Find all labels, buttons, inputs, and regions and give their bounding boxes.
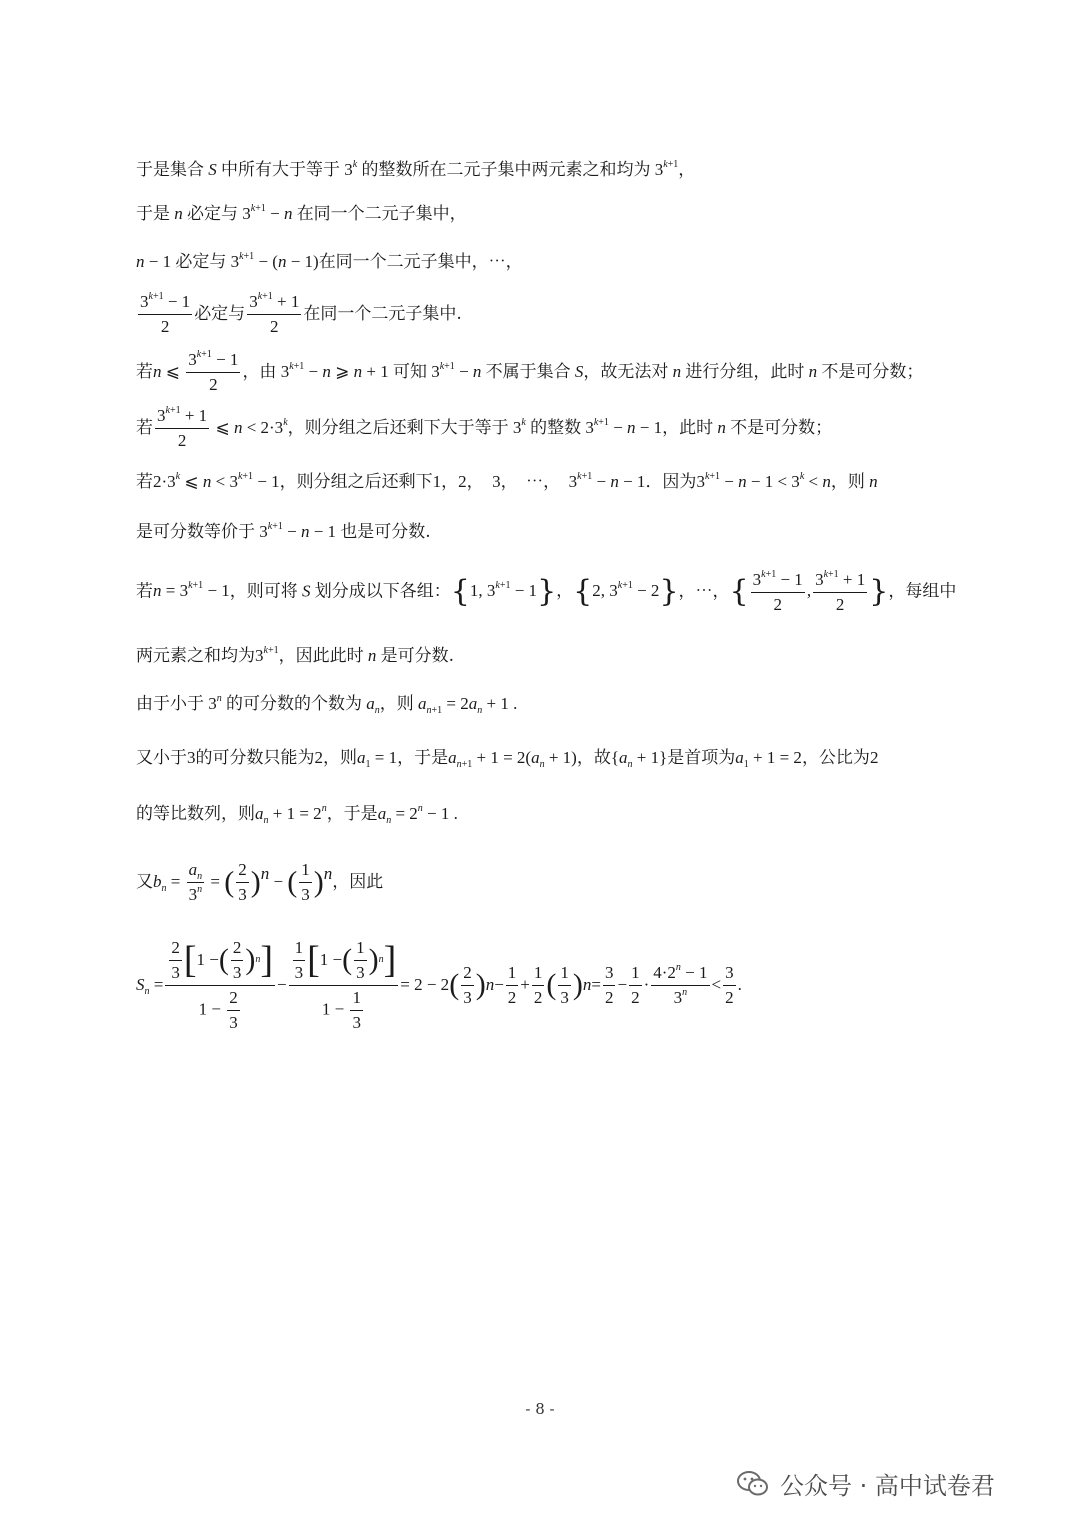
text: 若 xyxy=(136,472,153,492)
text: ，则 xyxy=(323,748,357,768)
text: 若 xyxy=(136,362,153,382)
text: 的等比数列，则 xyxy=(136,804,255,824)
text: ，于是 xyxy=(397,748,449,768)
text: 是首项为 xyxy=(667,748,736,768)
text: 由于小于 xyxy=(136,694,204,714)
text: 在同一个二元子集中. xyxy=(303,304,462,324)
text: ，因此此时 xyxy=(278,646,364,666)
fraction: $\frac{3^{k+1} - 1}{2}$ xyxy=(140,291,191,336)
text: ， xyxy=(678,160,696,180)
text: 于是集合 xyxy=(136,160,204,180)
text: 是可分数. xyxy=(380,646,454,666)
fraction: $\frac{1}{3}$ [ 1 − ( $\frac{1}{3}$ ) n ] 1 − $\frac{1}{3}$ xyxy=(289,938,399,1033)
text: 两元素之和均为 xyxy=(136,646,255,666)
text: 在同一个二元子集中， xyxy=(296,204,467,224)
text: 必定与 xyxy=(187,204,238,224)
fraction: $\frac{3^{k+1} + 1}{2}$ xyxy=(157,405,208,450)
text: 也是可分数. xyxy=(340,522,431,542)
text: 的可分数只能为 xyxy=(195,748,315,768)
sum-formula: $S_n$ = $\frac{2}{3}$ [ 1 − ( $\frac{2}{3}$ ) n ] 1 − $\frac{2}{3}$ − $\frac{1}{3}$ [ 1 − ( $\frac{1}{3}$ ) n ] 1 − $\frac{1}{3}$ = 2 − 2 ( $\frac{2}{3}$ ) n − $\frac{1}{2}$ + $\frac{1}{2}$ ( $\frac{1}{3}$ ) n = $\frac{3}{2}$ − $\frac{1}{2}$ · $\frac{4\cdot 2^n - 1}{3^n}$ < $\frac{3}{2}$ . xyxy=(136,937,742,1032)
text: 又小于 xyxy=(136,748,187,768)
text: ，则分组之后还剩下 xyxy=(279,472,433,492)
fraction: $\frac{2}{3}$ [ 1 − ( $\frac{2}{3}$ ) n ] 1 − $\frac{2}{3}$ xyxy=(165,938,275,1033)
text-line-11: 由于小于 3$^n$ 的可分数的个数为 $a_n$，则 $a_{n+1} = 2a_n + 1$ . xyxy=(136,693,518,716)
text: 在同一个二元子集中，⋯， xyxy=(318,252,523,272)
text: 的整数 xyxy=(530,418,582,438)
text: 于是 xyxy=(136,204,170,224)
text: ，每组中 xyxy=(888,581,957,602)
text: 进行分组，此时 xyxy=(685,362,805,382)
text-line-14: 又$b_n$ = $\frac{a_n}{3^n}$ = ( $\frac{2}{3}$ )$^n$ − ( $\frac{1}{3}$ )$^n$，因此 xyxy=(136,860,384,904)
text: 是可分数等价于 xyxy=(136,522,255,542)
text: ，则 xyxy=(379,694,414,714)
text-line-4 xyxy=(136,292,956,337)
text: ，则可将 xyxy=(229,581,298,602)
text-line-3: n − 1 必定与 $3^{k+1} - (n - 1)$在同一个二元子集中，⋯， xyxy=(136,251,523,272)
text: 不是可分数； xyxy=(730,418,833,438)
text: ，则 xyxy=(830,472,865,492)
text-line-9: 若$n = 3^{k+1} - 1$，则可将 S 划分成以下各组：{1, $3^{k+1} - 1$}，{2, $3^{k+1} - 2$}，⋯，{ $\frac{3^{k+1} - 1}{2}$ , $\frac{3^{k+1} + 1}{2}$ }，每组中 xyxy=(136,569,957,614)
text-line-13: 的等比数列，则$a_n + 1 = 2^n$，于是$a_n = 2^n - 1$ . xyxy=(136,803,458,826)
text-line-12: 又小于3的可分数只能为2，则$a_1 = 1$，于是$a_{n+1} + 1 = 2(a_n + 1)$，故$\{a_n + 1\}$是首项为$a_1 + 1 = 2$，公比为2 xyxy=(136,748,879,770)
wechat-icon xyxy=(736,1470,770,1498)
text: ，故无法对 xyxy=(583,362,669,382)
text: 中所有大于等于 xyxy=(221,160,340,180)
fraction: $\frac{3^{k+1} - 1}{2}$ xyxy=(188,349,239,394)
text-line-6: 若 $\frac{3^{k+1} + 1}{2}$ ⩽ $n < 2\cdot 3^k$，则分组之后还剩下大于等于 3$^k$ 的整数 $3^{k+1} - n - 1$，此时 n 不是可分数； xyxy=(136,405,833,450)
text: ，则分组之后还剩下大于等于 xyxy=(287,418,509,438)
text: 不属于集合 xyxy=(485,362,571,382)
page-number: - 8 - xyxy=(525,1400,555,1418)
text: ，公比为 xyxy=(801,748,870,768)
text-line-5: 若n ⩽ $\frac{3^{k+1} - 1}{2}$ ，由 $3^{k+1} - n$ ⩾ n + 1 可知 $3^{k+1} - n$ 不属于集合 S，故无法对 n 进行分组，此时 n 不是可分数； xyxy=(136,349,924,394)
text-line-10: 两元素之和均为$3^{k+1}$，因此此时 n 是可分数. xyxy=(136,645,454,666)
watermark-text: 公众号 · 高中试卷君 xyxy=(780,1472,995,1500)
text: 的可分数的个数为 xyxy=(226,694,362,714)
text: ，因此 xyxy=(332,872,384,892)
text: 必定与 xyxy=(175,252,227,272)
text: ，故 xyxy=(576,748,611,768)
text: 又 xyxy=(136,872,153,892)
text: ，于是 xyxy=(326,804,378,824)
text-line-2: 于是 n 必定与 $3^{k+1} - n$ 在同一个二元子集中， xyxy=(136,203,467,224)
text: ，此时 xyxy=(662,418,714,438)
text: ．因为 xyxy=(645,472,697,492)
fraction: $\frac{3^{k+1} + 1}{2}$ xyxy=(249,291,300,336)
text-line-7: 若$2\cdot 3^k$ ⩽ $n < 3^{k+1} - 1$，则分组之后还剩下1，2， 3， ⋯， $3^{k+1} - n - 1$．因为$3^{k+1} - n - 1 < 3^k < n$，则 n xyxy=(136,471,878,492)
text: 1，2， 3， ⋯， xyxy=(432,472,552,491)
text: 的整数所在二元子集中两元素之和均为 xyxy=(361,160,651,180)
text: ，⋯， xyxy=(678,581,730,602)
text: 不是可分数； xyxy=(821,362,924,382)
text: 若 xyxy=(136,581,153,602)
text-line-8: 是可分数等价于 $3^{k+1} - n - 1$ 也是可分数. xyxy=(136,521,431,542)
text: 划分成以下各组： xyxy=(314,581,451,602)
text-line-1: 于是集合 S 中所有大于等于 3$^k$ 的整数所在二元子集中两元素之和均为 $3^{k+1}$， xyxy=(136,159,696,180)
text: 若 xyxy=(136,418,153,438)
text: 必定与 xyxy=(194,304,246,324)
text: 可知 xyxy=(392,362,427,382)
text: ，由 xyxy=(242,362,277,382)
watermark xyxy=(736,1466,995,1501)
